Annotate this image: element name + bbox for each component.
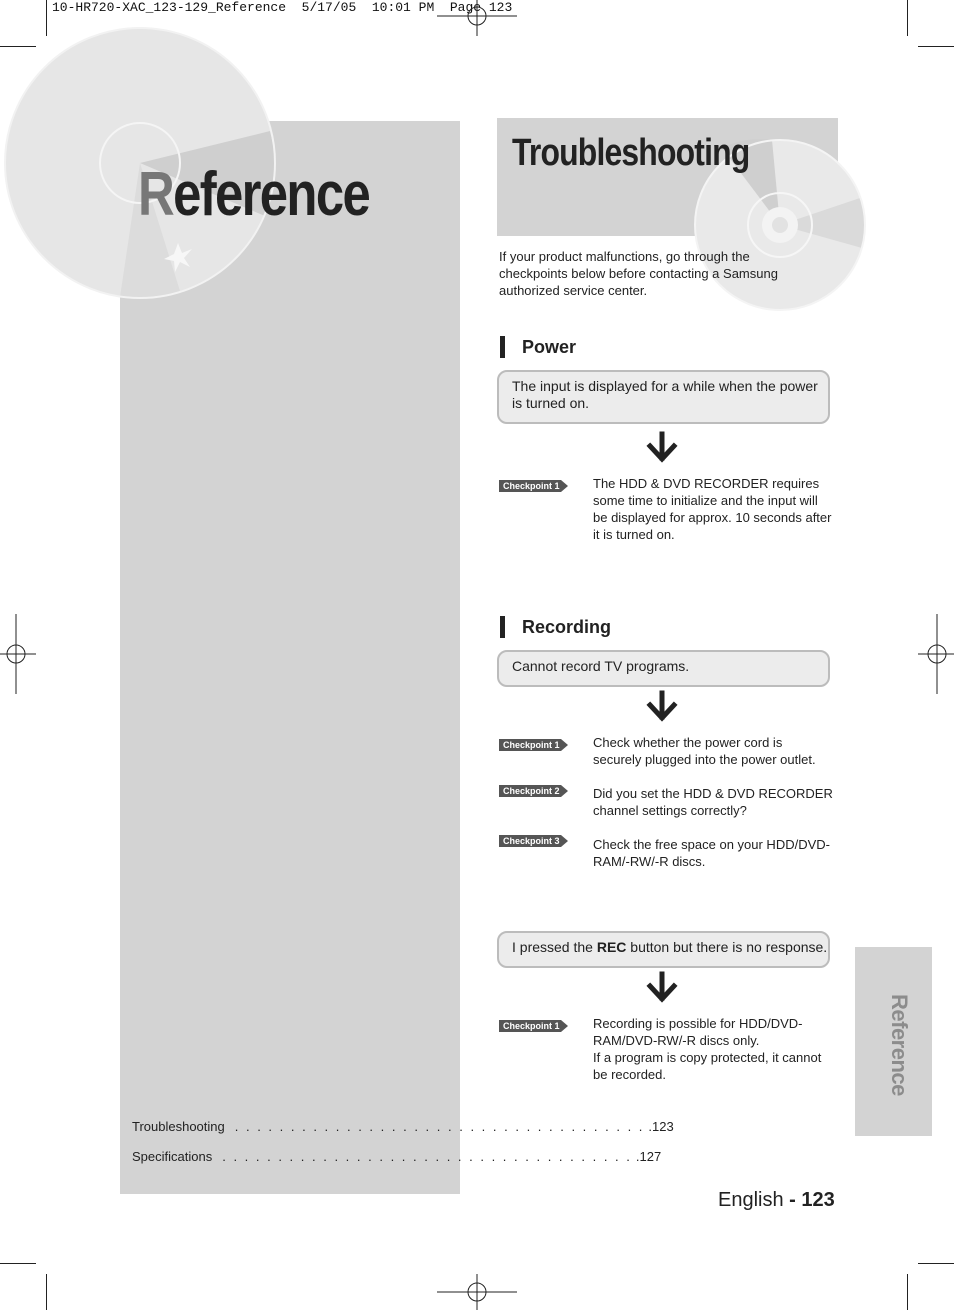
toc-item-troubleshooting[interactable] — [132, 1119, 674, 1134]
toc-leader: . . . . . . . . . . . . . . . . . . . . . . . . . . . . . . . . . . . . . — [234, 1119, 645, 1134]
problem-text: Cannot record TV programs. — [512, 658, 690, 674]
problem-box — [497, 650, 830, 687]
toc-item-specifications[interactable] — [132, 1149, 662, 1164]
chapter-title-initial: R — [138, 160, 174, 229]
print-slug: 10-HR720-XAC_123-129_Reference 5/17/05 10:01 PM Page 123 — [52, 0, 513, 15]
checkpoint-badge — [499, 835, 568, 847]
checkpoint-label: Checkpoint 1 — [499, 480, 561, 492]
arrow-down-icon — [645, 691, 679, 723]
checkpoint-text-line: Recording is possible for HDD/DVD-RAM/DVD-RW/-R discs only. — [593, 1016, 803, 1048]
crop-mark — [918, 46, 954, 47]
checkpoint-text — [593, 1015, 833, 1083]
problem-text: I pressed the — [512, 939, 597, 955]
checkpoint-label: Checkpoint 1 — [499, 1020, 561, 1032]
page-number — [718, 1189, 835, 1212]
checkpoint-text-line: If a program is copy protected, it cannot be recorded. — [593, 1050, 822, 1082]
checkpoint-text: Check the free space on your HDD/DVD-RAM/-RW/-R discs. — [593, 837, 830, 869]
crop-mark — [0, 1263, 36, 1264]
problem-text: button but there is no response. — [626, 939, 828, 955]
toc-label: Specifications — [132, 1149, 213, 1164]
problem-box — [497, 931, 830, 968]
section-title-recording — [500, 616, 611, 638]
side-tab-label: Reference — [887, 994, 912, 1096]
section-title-power — [500, 336, 576, 358]
crop-mark — [46, 0, 47, 36]
intro-text: If your product malfunctions, go through the checkpoints below before contacting a Samsung authorized service center. — [499, 249, 778, 298]
registration-mark-top — [437, 0, 517, 36]
checkpoint-label: Checkpoint 1 — [499, 739, 561, 751]
toc-page: .123 — [648, 1119, 674, 1134]
checkpoint-badge — [499, 739, 568, 751]
arrow-down-icon — [645, 972, 679, 1004]
arrow-down-icon — [645, 432, 679, 464]
crop-mark — [0, 46, 36, 47]
section-marker — [500, 616, 505, 638]
rec-button-name: REC — [596, 939, 627, 955]
problem-box — [497, 370, 830, 424]
crop-mark — [907, 1274, 908, 1310]
footer-page-number: 123 — [801, 1189, 835, 1211]
chapter-title — [138, 159, 369, 230]
toc-leader: . . . . . . . . . . . . . . . . . . . . . . . . . . . . . . . . . . . . . — [222, 1149, 632, 1164]
checkpoint-text: Check whether the power cord is securely plugged into the power outlet. — [593, 735, 816, 767]
section-title-label: Recording — [522, 616, 612, 637]
chapter-title-rest: eference — [173, 160, 370, 229]
crop-mark — [918, 1263, 954, 1264]
crop-mark — [46, 1274, 47, 1310]
checkpoint-label: Checkpoint 3 — [499, 835, 561, 847]
footer-separator: - — [783, 1189, 802, 1211]
toc-label: Troubleshooting — [132, 1119, 225, 1134]
section-marker — [500, 336, 505, 358]
section-title-label: Power — [522, 336, 577, 357]
registration-mark-left — [0, 614, 36, 694]
crop-mark — [907, 0, 908, 36]
checkpoint-badge — [499, 1020, 568, 1032]
toc-page: .127 — [635, 1149, 662, 1164]
checkpoint-badge — [499, 480, 568, 492]
checkpoint-text: The HDD & DVD RECORDER requires some time to initialize and the input will be displayed for approx. 10 seconds after it is turned on. — [593, 476, 832, 542]
footer-language: English — [718, 1189, 784, 1211]
registration-mark-bottom — [437, 1274, 517, 1310]
registration-mark-right — [918, 614, 954, 694]
problem-text: The input is displayed for a while when the power is turned on. — [512, 378, 818, 411]
section-header — [497, 118, 838, 236]
checkpoint-label: Checkpoint 2 — [499, 785, 561, 797]
chapter-side-tab — [855, 947, 932, 1136]
checkpoint-text: Did you set the HDD & DVD RECORDER channel settings correctly? — [593, 786, 833, 818]
checkpoint-badge — [499, 785, 568, 797]
page-title: Troubleshooting — [512, 132, 750, 174]
